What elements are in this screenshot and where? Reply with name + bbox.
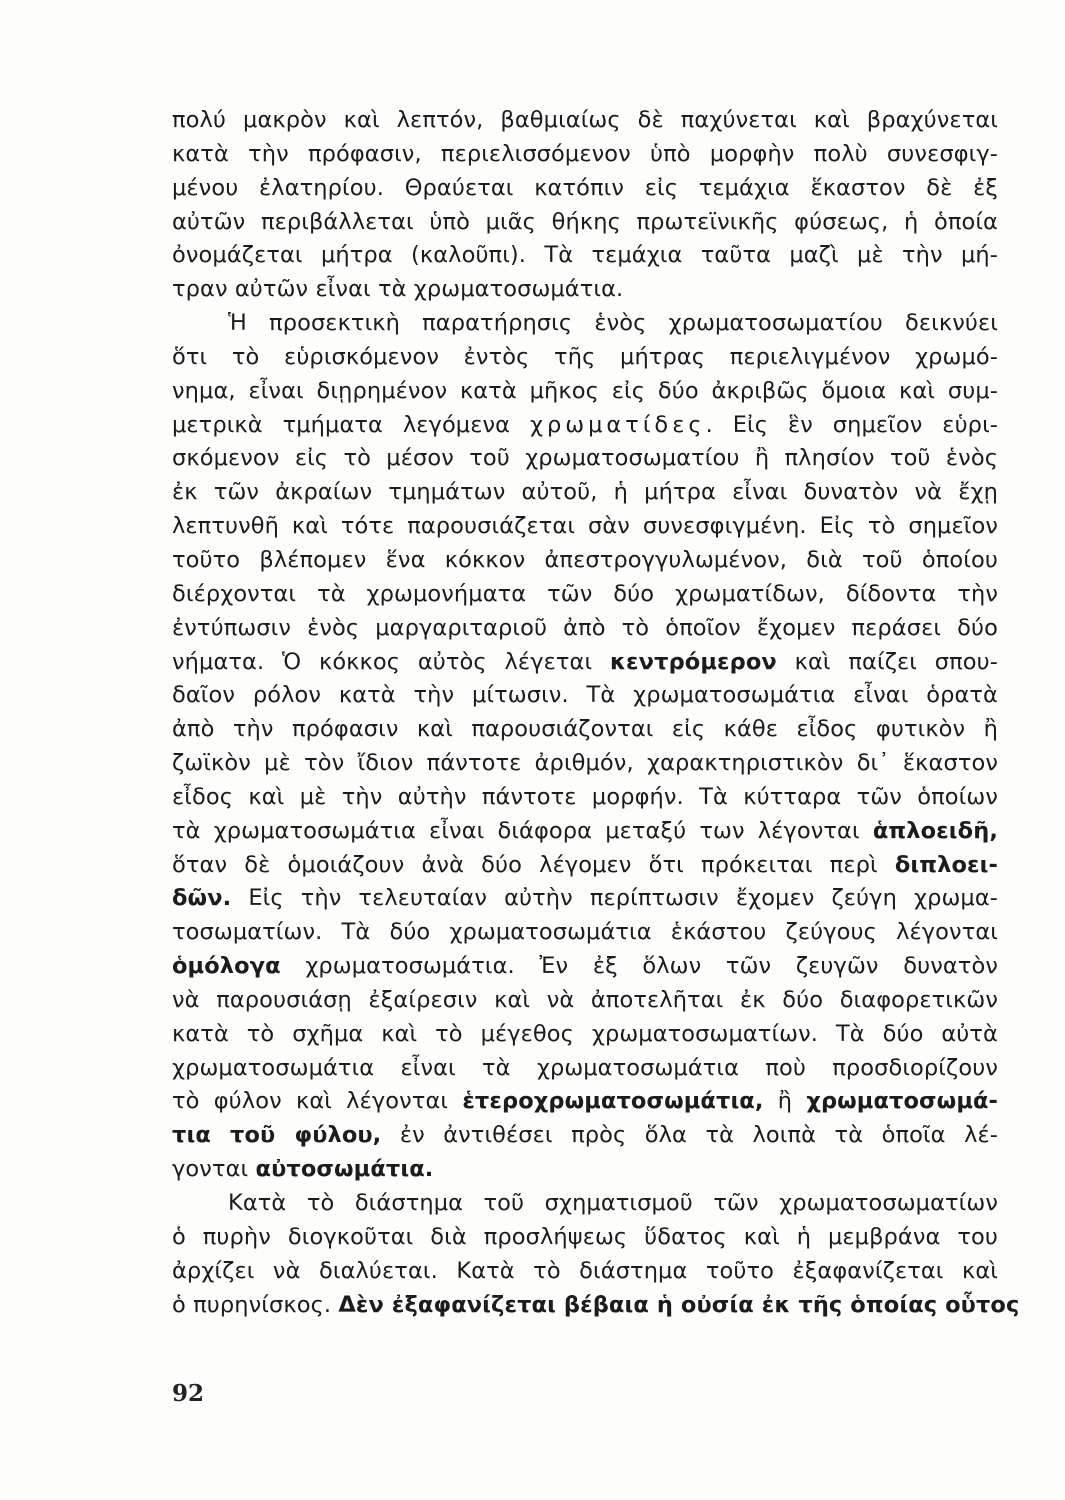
text-line: τοῦτο βλέπομεν ἕνα κόκκον ἀπεστρογγυλωμένον, διὰ τοῦ ὁποίου xyxy=(172,546,998,573)
bold-term: αὐτοσωμάτια. xyxy=(255,1156,434,1183)
text-line: ἀρχίζει νὰ διαλύεται. Κατὰ τὸ διάστημα τοῦτο ἐξαφανίζεται καὶ xyxy=(172,1257,998,1284)
text-line: τραν αὐτῶν εἶναι τὰ χρωματοσωμάτια. xyxy=(172,276,624,303)
bold-term: κεντρόμερον xyxy=(609,648,777,675)
bold-term: ἑτεροχρωματοσωμάτια, xyxy=(462,1088,764,1115)
text-line: εἶδος καὶ μὲ τὴν αὐτὴν πάντοτε μορφήν. Τὰ κύτταρα τῶν ὁποίων xyxy=(172,783,998,810)
text-line: ἐκ τῶν ἀκραίων τμημάτων αὐτοῦ, ἡ μήτρα εἶναι δυνατὸν νὰ ἔχῃ xyxy=(172,479,998,506)
text-line: τὸ φύλον καὶ λέγονται ἑτεροχρωματοσωμάτια, ἢ χρωματοσωμά- xyxy=(172,1088,998,1115)
text-line: ὁ πυρὴν διογκοῦται διὰ προσλήψεως ὕδατος καὶ ἡ μεμβράνα του xyxy=(172,1223,998,1250)
text-line: μετρικὰ τμήματα λεγόμενα χρωματίδες. Εἰς ἓν σημεῖον εὑρι- xyxy=(172,411,999,438)
text-line: τὰ χρωματοσωμάτια εἶναι διάφορα μεταξύ των λέγονται ἁπλοειδῆ, xyxy=(172,817,998,844)
text-line: ὅταν δὲ ὁμοιάζουν ἀνὰ δύο λέγομεν ὅτι πρόκειται περὶ διπλοει- xyxy=(172,851,998,878)
text-line: νημα, εἶναι διῃρημένον κατὰ μῆκος εἰς δύο ἀκριβῶς ὅμοια καὶ συμ- xyxy=(172,377,998,404)
page-number: 92 xyxy=(172,1380,205,1407)
text-line: ὅτι τὸ εὑρισκόμενον ἐντὸς τῆς μήτρας περιελιγμένον χρωμό- xyxy=(172,343,998,370)
text-line: κατὰ τὸ σχῆμα καὶ τὸ μέγεθος χρωματοσωματίων. Τὰ δύο αὐτὰ xyxy=(172,1020,998,1047)
text-line: ἐντύπωσιν ἑνὸς μαργαριταριοῦ ἀπὸ τὸ ὁποῖον ἔχομεν περάσει δύο xyxy=(172,614,998,641)
text-line: χρωματοσωμάτια εἶναι τὰ χρωματοσωμάτια ποὺ προσδιορίζουν xyxy=(172,1054,998,1081)
text-line: ζωϊκὸν μὲ τὸν ἴδιον πάντοτε ἀριθμόν, χαρακτηριστικὸν δι᾽ ἕκαστον xyxy=(172,750,998,777)
text-line: ἀπὸ τὴν πρόφασιν καὶ παρουσιάζονται εἰς κάθε εἶδος φυτικὸν ἢ xyxy=(172,716,998,743)
text-line: διέρχονται τὰ χρωμονήματα τῶν δύο χρωματίδων, δίδοντα τὴν xyxy=(172,580,998,607)
text-line: τοσωματίων. Τὰ δύο χρωματοσωμάτια ἑκάστου ζεύγους λέγονται xyxy=(172,919,998,946)
bold-term: Δὲν ἐξαφανίζεται βέβαια ἡ οὐσία ἐκ τῆς ὁποίας οὗτος xyxy=(338,1291,1020,1318)
text-line: ὁ πυρηνίσκος. Δὲν ἐξαφανίζεται βέβαια ἡ οὐσία ἐκ τῆς ὁποίας οὗτος xyxy=(172,1291,1020,1318)
text-line: δαῖον ρόλον κατὰ τὴν μίτωσιν. Τὰ χρωματοσωμάτια εἶναι ὁρατὰ xyxy=(172,682,998,709)
bold-term: χρωματοσωμά- xyxy=(806,1088,998,1115)
text-line: ὀνομάζεται μήτρα (καλοῦπι). Τὰ τεμάχια ταῦτα μαζὶ μὲ τὴν μή- xyxy=(172,242,998,269)
text-line: μένου ἐλατηρίου. Θραύεται κατόπιν εἰς τεμάχια ἕκαστον δὲ ἐξ xyxy=(172,174,998,201)
text-line: νήματα. Ὁ κόκκος αὐτὸς λέγεται κεντρόμερον καὶ παίζει σπου- xyxy=(172,648,999,675)
bold-term: ἁπλοειδῆ, xyxy=(872,817,998,844)
text-line: τια τοῦ φύλου, ἐν ἀντιθέσει πρὸς ὅλα τὰ λοιπὰ τὰ ὁποῖα λέ- xyxy=(172,1122,998,1149)
text-line: δῶν. Εἰς τὴν τελευταίαν αὐτὴν περίπτωσιν ἔχομεν ζεύγη χρωμα- xyxy=(172,885,998,912)
text-line: αὐτῶν περιβάλλεται ὑπὸ μιᾶς θήκης πρωτεϊνικῆς φύσεως, ἡ ὁποία xyxy=(172,208,998,235)
text-line: πολύ μακρὸν καὶ λεπτόν, βαθμιαίως δὲ παχύνεται καὶ βραχύνεται xyxy=(172,107,998,133)
body-text xyxy=(172,104,1020,1322)
bold-term: διπλοει- xyxy=(894,851,998,878)
text-line: λεπτυνθῆ καὶ τότε παρουσιάζεται σὰν συνεσφιγμένη. Εἰς τὸ σημεῖον xyxy=(172,513,998,540)
bold-term: ὁμόλογα xyxy=(172,953,281,980)
text-line: σκόμενον εἰς τὸ μέσον τοῦ χρωματοσωματίου ἢ πλησίον τοῦ ἑνὸς xyxy=(172,445,998,472)
text-line: ὁμόλογα χρωματοσωμάτια. Ἐν ἐξ ὅλων τῶν ζευγῶν δυνατὸν xyxy=(172,953,998,980)
emphasis-term: χρωματίδες xyxy=(530,411,706,438)
text-line: Ἡ προσεκτικὴ παρατήρησις ἑνὸς χρωματοσωματίου δεικνύει xyxy=(228,310,998,337)
text-line: νὰ παρουσιάσῃ ἐξαίρεσιν καὶ νὰ ἀποτελῆται ἐκ δύο διαφορετικῶν xyxy=(172,986,998,1013)
text-line: Κατὰ τὸ διάστημα τοῦ σχηματισμοῦ τῶν χρωματοσωματίων xyxy=(228,1190,998,1216)
bold-term: τια τοῦ φύλου, xyxy=(172,1122,382,1149)
bold-term: δῶν. xyxy=(172,885,232,912)
text-line: κατὰ τὴν πρόφασιν, περιελισσόμενον ὑπὸ μορφὴν πολὺ συνεσφιγ- xyxy=(172,140,998,167)
text-line: γονται αὐτοσωμάτια. xyxy=(172,1156,434,1183)
